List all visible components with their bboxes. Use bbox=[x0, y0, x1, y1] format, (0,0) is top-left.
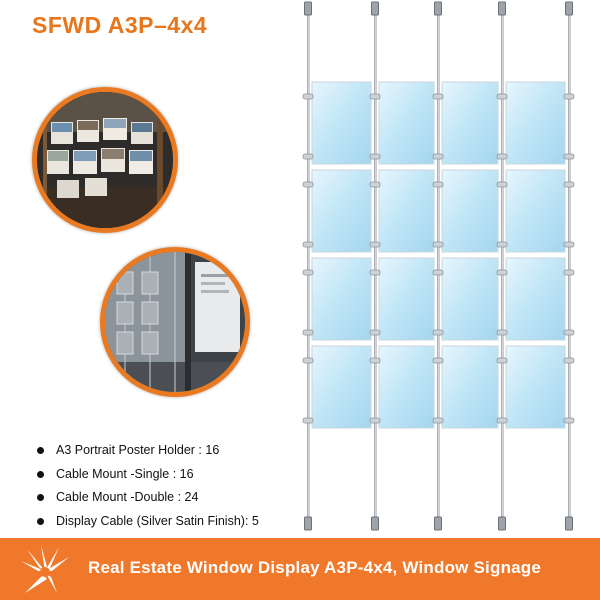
bullet-icon bbox=[37, 447, 44, 454]
window-display-photo-2 bbox=[100, 247, 250, 397]
cable-mount-clip bbox=[370, 358, 380, 363]
cable-mount-clip bbox=[497, 358, 507, 363]
cable-mount-clip bbox=[564, 330, 574, 335]
spec-text: Cable Mount -Double : 24 bbox=[56, 490, 199, 504]
cable-mount-clip bbox=[370, 330, 380, 335]
cable-mount-clip bbox=[433, 418, 443, 423]
display-cable bbox=[374, 10, 377, 522]
poster-panel bbox=[506, 346, 565, 428]
footer-banner bbox=[0, 538, 600, 600]
display-cable bbox=[307, 10, 310, 522]
cable-mount-clip bbox=[497, 182, 507, 187]
bullet-icon bbox=[37, 494, 44, 501]
cable-mount-clip bbox=[564, 94, 574, 99]
sunburst-logo-icon bbox=[17, 541, 73, 597]
cable-mount-clip bbox=[433, 182, 443, 187]
cable-mount-clip bbox=[564, 270, 574, 275]
poster-panel bbox=[312, 82, 371, 164]
office-window-photo bbox=[105, 252, 245, 392]
ceiling-mount-icon bbox=[499, 2, 506, 15]
poster-panel bbox=[379, 170, 434, 252]
cable-mount-clip bbox=[564, 358, 574, 363]
product-title: SFWD A3P–4x4 bbox=[32, 12, 208, 38]
ceiling-mount-icon bbox=[435, 2, 442, 15]
spec-item bbox=[34, 467, 259, 491]
ceiling-mount-icon bbox=[305, 2, 312, 15]
cable-mount-clip bbox=[564, 242, 574, 247]
cable-mount-clip bbox=[497, 270, 507, 275]
display-cable bbox=[501, 10, 504, 522]
cable-mount-clip bbox=[303, 270, 313, 275]
spec-item bbox=[34, 514, 259, 538]
poster-panel bbox=[379, 346, 434, 428]
cable-mount-clip bbox=[303, 418, 313, 423]
cable-mount-clip bbox=[497, 330, 507, 335]
poster-panel bbox=[442, 170, 498, 252]
cable-mount-clip bbox=[370, 418, 380, 423]
cable-mount-clip bbox=[370, 242, 380, 247]
cable-mount-clip bbox=[497, 242, 507, 247]
footer-text: Real Estate Window Display A3P-4x4, Window Signage bbox=[88, 558, 542, 577]
cable-mount-clip bbox=[497, 154, 507, 159]
cable-mount-clip bbox=[303, 330, 313, 335]
cable-mount-clip bbox=[370, 154, 380, 159]
cable-mount-clip bbox=[564, 182, 574, 187]
poster-panel bbox=[312, 346, 371, 428]
cable-mount-clip bbox=[433, 154, 443, 159]
poster-panel bbox=[312, 258, 371, 340]
cable-mount-clip bbox=[564, 418, 574, 423]
floor-mount-icon bbox=[566, 517, 573, 530]
cable-mount-clip bbox=[303, 182, 313, 187]
cable-mount-clip bbox=[303, 154, 313, 159]
cable-mount-clip bbox=[303, 358, 313, 363]
cable-mount-clip bbox=[497, 418, 507, 423]
cable-mount-clip bbox=[370, 94, 380, 99]
cable-mount-clip bbox=[370, 270, 380, 275]
cable-mount-clip bbox=[303, 242, 313, 247]
floor-mount-icon bbox=[435, 517, 442, 530]
ceiling-mount-icon bbox=[566, 2, 573, 15]
ceiling-mount-icon bbox=[372, 2, 379, 15]
poster-panel bbox=[379, 258, 434, 340]
floor-mount-icon bbox=[499, 517, 506, 530]
cable-mount-clip bbox=[433, 270, 443, 275]
poster-panel bbox=[442, 258, 498, 340]
spec-item bbox=[34, 443, 259, 467]
poster-panel bbox=[506, 170, 565, 252]
poster-panel bbox=[442, 82, 498, 164]
spec-item bbox=[34, 490, 259, 514]
bullet-icon bbox=[37, 471, 44, 478]
poster-panel bbox=[506, 258, 565, 340]
cable-mount-clip bbox=[433, 330, 443, 335]
cable-mount-clip bbox=[433, 94, 443, 99]
display-cable bbox=[568, 10, 571, 522]
poster-panel bbox=[442, 346, 498, 428]
cable-display-system bbox=[295, 0, 585, 540]
spec-list bbox=[34, 443, 259, 537]
cable-mount-clip bbox=[433, 358, 443, 363]
display-cable bbox=[437, 10, 440, 522]
spec-text: Display Cable (Silver Satin Finish): 5 bbox=[56, 513, 259, 528]
window-display-photo-1 bbox=[32, 87, 178, 233]
real-estate-window-photo bbox=[37, 92, 173, 228]
bullet-icon bbox=[37, 518, 44, 525]
spec-text: A3 Portrait Poster Holder : 16 bbox=[56, 443, 220, 457]
cable-mount-clip bbox=[564, 154, 574, 159]
poster-panel bbox=[379, 82, 434, 164]
cable-mount-clip bbox=[370, 182, 380, 187]
floor-mount-icon bbox=[372, 517, 379, 530]
cable-mount-clip bbox=[497, 94, 507, 99]
poster-panel bbox=[506, 82, 565, 164]
floor-mount-icon bbox=[305, 517, 312, 530]
poster-panel bbox=[312, 170, 371, 252]
cable-mount-clip bbox=[433, 242, 443, 247]
cable-mount-clip bbox=[303, 94, 313, 99]
spec-text: Cable Mount -Single : 16 bbox=[56, 466, 194, 481]
